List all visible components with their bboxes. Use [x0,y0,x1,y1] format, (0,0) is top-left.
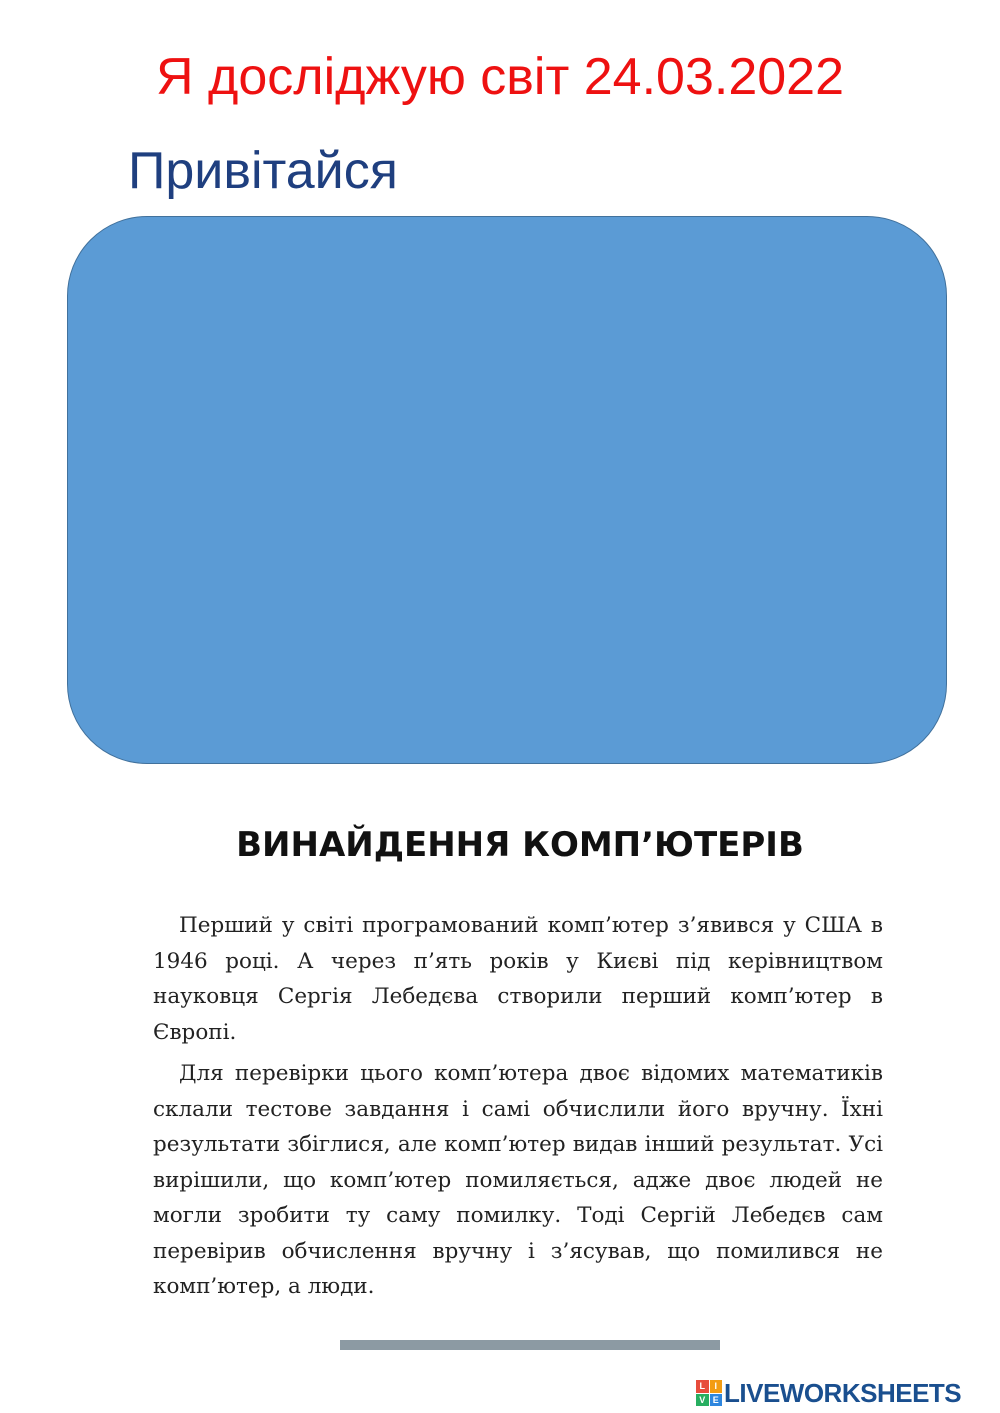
liveworksheets-brand [696,1378,961,1408]
logo-tile: E [710,1394,723,1407]
logo-tile: V [696,1394,709,1407]
page-title: Я досліджую світ 24.03.2022 [155,48,844,106]
liveworksheets-logo-icon [696,1380,722,1406]
greeting-label: Привітайся [128,142,398,200]
paragraph-1: Перший у світі програмований комп’ютер з’явився у США в 1946 році. А через п’ять років у Києві під керівництвом науковця Сергія Лебедєва створили перший комп’ютер в Європі. [153,913,883,1045]
paragraph-2: Для перевірки цього комп’ютера двоє відомих математиків склали тестове завдання і самі обчислили його вручну. Їхні результати збіглися, але комп’ютер видав інший результат. Усі вирішили, що комп’ютер помиляється, адже двоє людей не могли зробити ту саму помилку. Тоді Сергій Лебедєв сам перевірив обчислення вручну і з’ясував, що помилився не комп’ютер, а люди. [153,1061,883,1299]
brand-text: LIVEWORKSHEETS [724,1377,962,1408]
document-heading: ВИНАЙДЕННЯ КОМП’ЮТЕРІВ [236,825,804,865]
logo-tile: L [696,1380,709,1393]
greeting-drop-area[interactable] [67,216,947,764]
logo-tile: I [710,1380,723,1393]
divider-bar [340,1340,720,1350]
